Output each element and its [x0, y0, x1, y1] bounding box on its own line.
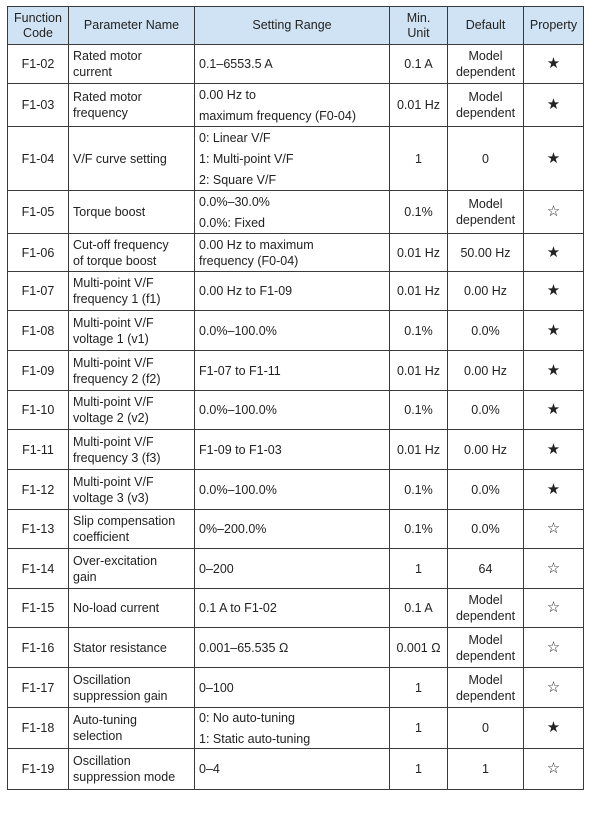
function-code-cell: F1-14 — [8, 549, 69, 589]
min-unit-cell: 0.1% — [390, 191, 448, 234]
min-unit-cell: 0.1 A — [390, 45, 448, 84]
parameter-name-cell: V/F curve setting — [69, 127, 195, 191]
parameter-name-cell: Auto-tuning selection — [69, 708, 195, 749]
default-cell: Model dependent — [448, 668, 524, 708]
min-unit-cell: 0.1% — [390, 470, 448, 510]
setting-range-cell: 0.0%–30.0% 0.0%: Fixed — [195, 191, 390, 234]
setting-range-cell: F1-09 to F1-03 — [195, 430, 390, 470]
parameter-name-cell: Rated motor frequency — [69, 84, 195, 127]
setting-range-cell: 0–200 — [195, 549, 390, 589]
function-code-cell: F1-03 — [8, 84, 69, 127]
default-cell: 0.00 Hz — [448, 272, 524, 311]
table-row — [8, 628, 584, 668]
setting-range-cell: 0.0%–100.0% — [195, 311, 390, 351]
setting-range-cell: 0.00 Hz to maximum frequency (F0-04) — [195, 84, 390, 127]
default-cell: 0 — [448, 127, 524, 191]
function-code-cell: F1-02 — [8, 45, 69, 84]
setting-range-cell: 0.00 Hz to F1-09 — [195, 272, 390, 311]
setting-range-cell: 0: No auto-tuning 1: Static auto-tuning — [195, 708, 390, 749]
function-code-cell: F1-07 — [8, 272, 69, 311]
setting-range-cell: 0.00 Hz to maximum frequency (F0-04) — [195, 234, 390, 272]
outline-star-icon: ☆ — [524, 549, 584, 589]
table-row — [8, 668, 584, 708]
default-cell: 0.0% — [448, 311, 524, 351]
default-cell: 0.00 Hz — [448, 430, 524, 470]
default-cell: Model dependent — [448, 628, 524, 668]
setting-range-cell: 0–100 — [195, 668, 390, 708]
function-code-cell: F1-05 — [8, 191, 69, 234]
min-unit-cell: 0.01 Hz — [390, 351, 448, 391]
setting-range-cell: 0–4 — [195, 749, 390, 790]
default-cell: Model dependent — [448, 589, 524, 628]
header-default: Default — [448, 7, 524, 45]
parameter-name-cell: Multi-point V/F frequency 1 (f1) — [69, 272, 195, 311]
outline-star-icon: ☆ — [524, 510, 584, 549]
parameter-name-cell: No-load current — [69, 589, 195, 628]
default-cell: Model dependent — [448, 84, 524, 127]
default-cell: 0.0% — [448, 391, 524, 430]
table-row — [8, 191, 584, 234]
min-unit-cell: 0.01 Hz — [390, 272, 448, 311]
filled-star-icon: ★ — [524, 430, 584, 470]
function-code-cell: F1-10 — [8, 391, 69, 430]
table-row — [8, 127, 584, 191]
setting-range-cell: 0%–200.0% — [195, 510, 390, 549]
table-row — [8, 589, 584, 628]
table-row — [8, 430, 584, 470]
min-unit-cell: 1 — [390, 668, 448, 708]
min-unit-cell: 1 — [390, 549, 448, 589]
table-row — [8, 391, 584, 430]
filled-star-icon: ★ — [524, 272, 584, 311]
setting-range-cell: F1-07 to F1-11 — [195, 351, 390, 391]
function-code-cell: F1-17 — [8, 668, 69, 708]
table-row — [8, 351, 584, 391]
default-cell: 0.0% — [448, 470, 524, 510]
filled-star-icon: ★ — [524, 391, 584, 430]
outline-star-icon: ☆ — [524, 668, 584, 708]
table-row — [8, 470, 584, 510]
setting-range-cell: 0.0%–100.0% — [195, 391, 390, 430]
header-setting-range: Setting Range — [195, 7, 390, 45]
default-cell: 64 — [448, 549, 524, 589]
parameter-name-cell: Over-excitation gain — [69, 549, 195, 589]
default-cell: 0 — [448, 708, 524, 749]
table-row — [8, 549, 584, 589]
function-code-cell: F1-16 — [8, 628, 69, 668]
setting-range-cell: 0.1–6553.5 A — [195, 45, 390, 84]
parameter-table — [7, 6, 584, 790]
filled-star-icon: ★ — [524, 45, 584, 84]
parameter-name-cell: Multi-point V/F voltage 1 (v1) — [69, 311, 195, 351]
header-parameter-name: Parameter Name — [69, 7, 195, 45]
min-unit-cell: 0.001 Ω — [390, 628, 448, 668]
outline-star-icon: ☆ — [524, 749, 584, 790]
default-cell: 0.00 Hz — [448, 351, 524, 391]
table-body — [8, 45, 584, 790]
table-row — [8, 749, 584, 790]
function-code-cell: F1-13 — [8, 510, 69, 549]
min-unit-cell: 0.01 Hz — [390, 84, 448, 127]
function-code-cell: F1-06 — [8, 234, 69, 272]
min-unit-cell: 0.01 Hz — [390, 430, 448, 470]
min-unit-cell: 1 — [390, 708, 448, 749]
parameter-name-cell: Stator resistance — [69, 628, 195, 668]
filled-star-icon: ★ — [524, 127, 584, 191]
min-unit-cell: 0.1% — [390, 391, 448, 430]
default-cell: 0.0% — [448, 510, 524, 549]
parameter-table-container — [7, 6, 584, 790]
parameter-name-cell: Multi-point V/F voltage 2 (v2) — [69, 391, 195, 430]
filled-star-icon: ★ — [524, 311, 584, 351]
min-unit-cell: 0.1% — [390, 510, 448, 549]
function-code-cell: F1-04 — [8, 127, 69, 191]
function-code-cell: F1-09 — [8, 351, 69, 391]
min-unit-cell: 1 — [390, 127, 448, 191]
filled-star-icon: ★ — [524, 84, 584, 127]
table-row — [8, 510, 584, 549]
filled-star-icon: ★ — [524, 470, 584, 510]
min-unit-cell: 0.1% — [390, 311, 448, 351]
filled-star-icon: ★ — [524, 708, 584, 749]
outline-star-icon: ☆ — [524, 191, 584, 234]
setting-range-cell: 0.1 A to F1-02 — [195, 589, 390, 628]
function-code-cell: F1-19 — [8, 749, 69, 790]
default-cell: 50.00 Hz — [448, 234, 524, 272]
filled-star-icon: ★ — [524, 351, 584, 391]
parameter-name-cell: Slip compensation coefficient — [69, 510, 195, 549]
min-unit-cell: 0.1 A — [390, 589, 448, 628]
default-cell: Model dependent — [448, 191, 524, 234]
parameter-name-cell: Cut-off frequency of torque boost — [69, 234, 195, 272]
parameter-name-cell: Multi-point V/F voltage 3 (v3) — [69, 470, 195, 510]
outline-star-icon: ☆ — [524, 589, 584, 628]
parameter-name-cell: Oscillation suppression mode — [69, 749, 195, 790]
setting-range-cell: 0.0%–100.0% — [195, 470, 390, 510]
min-unit-cell: 0.01 Hz — [390, 234, 448, 272]
table-row — [8, 84, 584, 127]
table-row — [8, 45, 584, 84]
function-code-cell: F1-15 — [8, 589, 69, 628]
header-min-unit: Min. Unit — [390, 7, 448, 45]
filled-star-icon: ★ — [524, 234, 584, 272]
setting-range-cell: 0.001–65.535 Ω — [195, 628, 390, 668]
parameter-name-cell: Rated motor current — [69, 45, 195, 84]
parameter-name-cell: Multi-point V/F frequency 3 (f3) — [69, 430, 195, 470]
setting-range-cell: 0: Linear V/F 1: Multi-point V/F 2: Square V/F — [195, 127, 390, 191]
parameter-name-cell: Multi-point V/F frequency 2 (f2) — [69, 351, 195, 391]
function-code-cell: F1-18 — [8, 708, 69, 749]
parameter-name-cell: Torque boost — [69, 191, 195, 234]
min-unit-cell: 1 — [390, 749, 448, 790]
table-row — [8, 234, 584, 272]
table-row — [8, 708, 584, 749]
table-header-row — [8, 7, 584, 45]
table-row — [8, 272, 584, 311]
default-cell: Model dependent — [448, 45, 524, 84]
function-code-cell: F1-08 — [8, 311, 69, 351]
outline-star-icon: ☆ — [524, 628, 584, 668]
function-code-cell: F1-12 — [8, 470, 69, 510]
parameter-name-cell: Oscillation suppression gain — [69, 668, 195, 708]
table-row — [8, 311, 584, 351]
header-function-code: Function Code — [8, 7, 69, 45]
function-code-cell: F1-11 — [8, 430, 69, 470]
header-property: Property — [524, 7, 584, 45]
default-cell: 1 — [448, 749, 524, 790]
